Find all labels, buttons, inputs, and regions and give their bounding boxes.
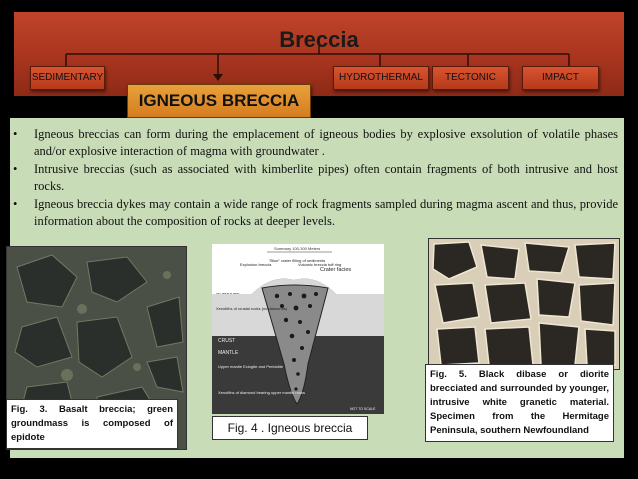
bullet-text: Igneous breccias can form during the emplacement of igneous bodies by explosive exsolution of volatile phases and/or explosive interaction of magma with groundwater .	[34, 127, 618, 158]
bullet-text: Intrusive breccias (such as associated with kimberlite pipes) often contain fragments of both intrusive and host rocks.	[34, 162, 618, 193]
igneous-breccia-diagram	[212, 244, 384, 414]
crustal-xenoliths-label: Xenoliths of crustal rocks (no diamonds)	[216, 306, 288, 311]
diagram-top-label: Summary 100-300 Meters	[274, 246, 321, 251]
crater-facies-label: Crater facies	[320, 267, 352, 273]
tuff-label: "Blue" crater filling of sediments	[269, 258, 326, 263]
tab-hydrothermal[interactable]: HYDROTHERMAL	[333, 66, 429, 90]
bullet-text: Igneous breccia dykes may contain a wide range of rock fragments sampled during magma ascent and thus, provide information about the composition of rocks at deeper levels.	[34, 197, 618, 228]
hierarchy-connectors	[0, 0, 638, 130]
bullet-item: • Igneous breccia dykes may contain a wide range of rock fragments sampled during magma ascent and thus, provide information about the composition of rocks at deeper levels.	[13, 197, 618, 228]
fig5-caption: Fig. 5. Black dibase or diorite brecciated and surrounded by younger, intrusive white granetic material. Specimen from the Hermitage Peninsula, southern Newfoundland	[425, 364, 614, 442]
page-title: Breccia	[279, 27, 359, 52]
bullet-list	[10, 126, 624, 231]
bullet-item: • Intrusive breccias (such as associated with kimberlite pipes) often contain fragments of both intrusive and host rocks.	[13, 162, 618, 193]
scale-note: NOT TO SCALE	[350, 407, 376, 411]
upper-mantle-label: Upper mantle Eclogite and Peridotite	[218, 364, 284, 369]
tab-impact[interactable]: IMPACT	[522, 66, 599, 90]
fig4-caption: Fig. 4 . Igneous breccia	[212, 416, 368, 440]
mantle-xenoliths-label: Xenoliths of diamond bearing upper mantle rocks	[218, 390, 305, 395]
crust-label: CRUST	[218, 338, 236, 344]
tab-sedimentary[interactable]: SEDIMENTARY	[30, 66, 105, 90]
mantle-label: MANTLE	[218, 350, 239, 356]
ejecta-label: Explosion breccia	[240, 262, 272, 267]
diorite-breccia-photo	[428, 238, 620, 370]
bullet-item: • Igneous breccias can form during the emplacement of igneous bodies by explosive exsolution of volatile phases and/or explosive interaction of magma with groundwater .	[13, 127, 618, 158]
tuff-ring-label: Volcanic breccia tuff ring	[298, 262, 342, 267]
fig3-caption: Fig. 3. Basalt breccia; green groundmass is composed of epidote	[6, 399, 178, 449]
tab-igneous-breccia[interactable]: IGNEOUS BRECCIA	[127, 84, 311, 118]
tab-tectonic[interactable]: TECTONIC	[432, 66, 509, 90]
